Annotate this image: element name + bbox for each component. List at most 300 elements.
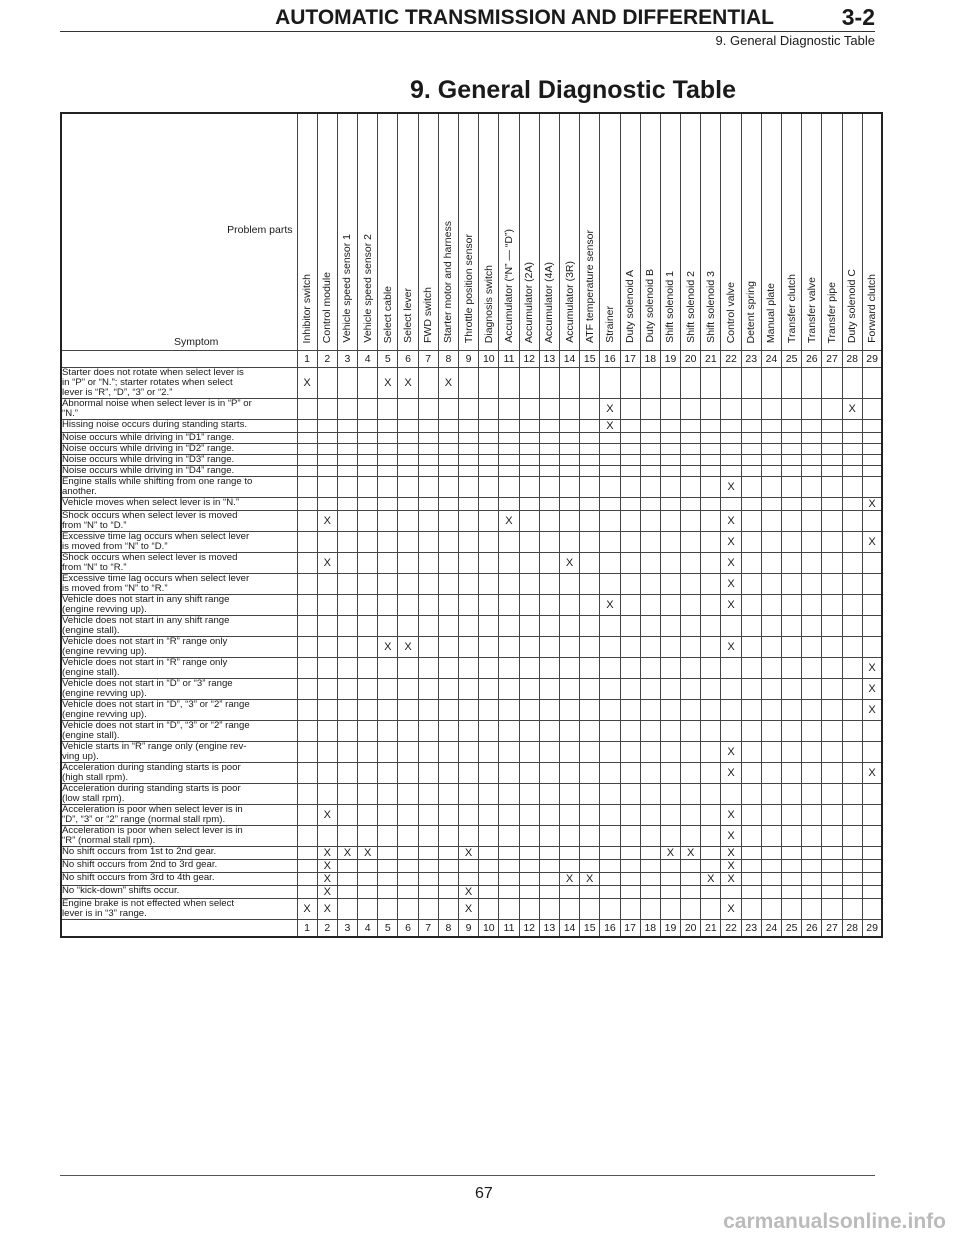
empty-cell — [398, 455, 418, 466]
empty-cell — [640, 847, 660, 860]
empty-cell — [620, 511, 640, 532]
empty-cell — [681, 805, 701, 826]
empty-cell — [559, 444, 579, 455]
empty-cell — [681, 700, 701, 721]
empty-cell — [499, 742, 519, 763]
empty-cell — [539, 763, 559, 784]
empty-cell — [479, 860, 499, 873]
empty-cell — [580, 860, 600, 873]
empty-cell — [438, 899, 458, 920]
column-number: 17 — [620, 920, 640, 938]
empty-cell — [479, 721, 499, 742]
empty-cell — [539, 700, 559, 721]
empty-cell — [297, 826, 317, 847]
mark-cell: X — [721, 742, 741, 763]
empty-cell — [378, 532, 398, 553]
empty-cell — [701, 477, 721, 498]
empty-cell — [842, 679, 862, 700]
empty-cell — [539, 595, 559, 616]
empty-cell — [600, 826, 620, 847]
column-number: 22 — [721, 920, 741, 938]
empty-cell — [842, 899, 862, 920]
empty-cell — [782, 886, 802, 899]
table-row — [61, 433, 882, 444]
mark-cell: X — [721, 477, 741, 498]
empty-cell — [660, 466, 680, 477]
empty-cell — [519, 886, 539, 899]
empty-cell — [802, 444, 822, 455]
empty-cell — [822, 477, 842, 498]
empty-cell — [802, 658, 822, 679]
table-row — [61, 637, 882, 658]
table-row — [61, 511, 882, 532]
table-row — [61, 742, 882, 763]
empty-cell — [459, 637, 479, 658]
empty-cell — [559, 847, 579, 860]
empty-cell — [842, 466, 862, 477]
mark-cell: X — [378, 637, 398, 658]
empty-cell — [721, 721, 741, 742]
empty-cell — [418, 658, 438, 679]
mark-cell: X — [862, 658, 882, 679]
empty-cell — [559, 433, 579, 444]
empty-cell — [499, 784, 519, 805]
empty-cell — [822, 433, 842, 444]
part-header — [842, 113, 862, 351]
empty-cell — [822, 784, 842, 805]
empty-cell — [862, 455, 882, 466]
table-row — [61, 420, 882, 433]
empty-cell — [459, 433, 479, 444]
empty-cell — [741, 700, 761, 721]
empty-cell — [358, 420, 378, 433]
empty-cell — [862, 847, 882, 860]
empty-cell — [519, 860, 539, 873]
empty-cell — [660, 433, 680, 444]
empty-cell — [539, 553, 559, 574]
empty-cell — [842, 420, 862, 433]
part-label: Detent spring — [745, 280, 758, 343]
empty-cell — [559, 742, 579, 763]
empty-cell — [337, 455, 357, 466]
empty-cell — [842, 721, 862, 742]
column-number: 20 — [681, 351, 701, 368]
empty-cell — [378, 679, 398, 700]
empty-cell — [398, 700, 418, 721]
empty-cell — [721, 616, 741, 637]
empty-cell — [842, 805, 862, 826]
empty-cell — [398, 595, 418, 616]
empty-cell — [398, 873, 418, 886]
empty-cell — [761, 763, 781, 784]
empty-cell — [459, 658, 479, 679]
empty-cell — [701, 511, 721, 532]
empty-cell — [782, 847, 802, 860]
empty-cell — [358, 433, 378, 444]
empty-cell — [681, 444, 701, 455]
empty-cell — [721, 784, 741, 805]
empty-cell — [640, 574, 660, 595]
empty-cell — [519, 899, 539, 920]
empty-cell — [378, 420, 398, 433]
empty-cell — [822, 679, 842, 700]
empty-cell — [418, 433, 438, 444]
empty-cell — [600, 574, 620, 595]
empty-cell — [519, 784, 539, 805]
empty-cell — [499, 444, 519, 455]
empty-cell — [418, 860, 438, 873]
column-number: 19 — [660, 351, 680, 368]
empty-cell — [398, 658, 418, 679]
table-row — [61, 700, 882, 721]
part-header — [701, 113, 721, 351]
empty-cell — [681, 477, 701, 498]
empty-cell — [398, 498, 418, 511]
empty-cell — [479, 637, 499, 658]
empty-cell — [660, 899, 680, 920]
subsection-title: 9. General Diagnostic Table — [715, 33, 875, 48]
empty-cell — [559, 700, 579, 721]
mark-cell: X — [721, 899, 741, 920]
part-label: Throttle position sensor — [462, 233, 475, 343]
mark-cell: X — [398, 637, 418, 658]
table-row — [61, 477, 882, 498]
empty-cell — [681, 433, 701, 444]
empty-cell — [741, 574, 761, 595]
empty-cell — [802, 574, 822, 595]
empty-cell — [741, 466, 761, 477]
empty-cell — [378, 899, 398, 920]
empty-cell — [297, 553, 317, 574]
empty-cell — [640, 826, 660, 847]
empty-cell — [741, 784, 761, 805]
empty-cell — [802, 899, 822, 920]
column-number: 15 — [580, 351, 600, 368]
empty-cell — [842, 444, 862, 455]
empty-cell — [317, 637, 337, 658]
mark-cell: X — [499, 511, 519, 532]
column-number: 23 — [741, 351, 761, 368]
empty-cell — [317, 444, 337, 455]
empty-cell — [580, 455, 600, 466]
empty-cell — [479, 784, 499, 805]
table-row — [61, 784, 882, 805]
empty-cell — [559, 511, 579, 532]
part-label: Shift solenoid 2 — [684, 271, 697, 343]
mark-cell: X — [317, 553, 337, 574]
table-row — [61, 873, 882, 886]
empty-cell — [701, 595, 721, 616]
empty-cell — [640, 455, 660, 466]
empty-cell — [620, 466, 640, 477]
part-label: Accumulator (4A) — [543, 261, 556, 343]
empty-cell — [438, 721, 458, 742]
empty-cell — [842, 873, 862, 886]
empty-cell — [519, 511, 539, 532]
table-row — [61, 574, 882, 595]
empty-cell — [640, 721, 660, 742]
empty-cell — [802, 368, 822, 399]
empty-cell — [842, 455, 862, 466]
empty-cell — [782, 784, 802, 805]
empty-cell — [802, 511, 822, 532]
empty-cell — [559, 784, 579, 805]
empty-cell — [721, 886, 741, 899]
empty-cell — [378, 498, 398, 511]
empty-cell — [499, 637, 519, 658]
empty-cell — [802, 860, 822, 873]
empty-cell — [539, 477, 559, 498]
empty-cell — [701, 433, 721, 444]
empty-cell — [620, 637, 640, 658]
empty-cell — [660, 721, 680, 742]
empty-cell — [519, 444, 539, 455]
empty-cell — [660, 700, 680, 721]
empty-cell — [358, 553, 378, 574]
empty-cell — [580, 574, 600, 595]
empty-cell — [438, 658, 458, 679]
mark-cell: X — [600, 595, 620, 616]
column-number: 11 — [499, 920, 519, 938]
empty-cell — [297, 574, 317, 595]
empty-cell — [600, 899, 620, 920]
empty-cell — [782, 433, 802, 444]
empty-cell — [358, 860, 378, 873]
empty-cell — [660, 860, 680, 873]
empty-cell — [822, 498, 842, 511]
empty-cell — [418, 399, 438, 420]
empty-cell — [681, 784, 701, 805]
column-number: 15 — [580, 920, 600, 938]
footer-rule — [60, 1175, 875, 1176]
empty-cell — [297, 433, 317, 444]
empty-cell — [580, 637, 600, 658]
empty-cell — [761, 860, 781, 873]
column-number: 9 — [459, 920, 479, 938]
part-label: Select cable — [381, 285, 394, 343]
empty-cell — [459, 511, 479, 532]
empty-cell — [337, 826, 357, 847]
empty-cell — [660, 455, 680, 466]
empty-cell — [640, 763, 660, 784]
empty-cell — [761, 899, 781, 920]
empty-cell — [681, 553, 701, 574]
empty-cell — [862, 553, 882, 574]
empty-cell — [358, 595, 378, 616]
empty-cell — [378, 847, 398, 860]
empty-cell — [660, 742, 680, 763]
table-row — [61, 721, 882, 742]
empty-cell — [701, 466, 721, 477]
section-title: AUTOMATIC TRANSMISSION AND DIFFERENTIAL — [275, 6, 774, 29]
empty-cell — [620, 826, 640, 847]
symptom-cell: Acceleration during standing starts is poor (low stall rpm). — [61, 784, 297, 805]
empty-cell — [802, 466, 822, 477]
empty-cell — [398, 553, 418, 574]
table-row — [61, 899, 882, 920]
empty-cell — [600, 455, 620, 466]
mark-cell: X — [317, 847, 337, 860]
empty-cell — [438, 784, 458, 805]
symptom-cell: Vehicle does not start in any shift range (engine revving up). — [61, 595, 297, 616]
column-number: 16 — [600, 920, 620, 938]
empty-cell — [701, 420, 721, 433]
empty-cell — [418, 886, 438, 899]
empty-cell — [681, 511, 701, 532]
empty-cell — [640, 637, 660, 658]
empty-cell — [539, 899, 559, 920]
part-header — [418, 113, 438, 351]
mark-cell: X — [701, 873, 721, 886]
empty-cell — [297, 444, 317, 455]
empty-cell — [499, 368, 519, 399]
empty-cell — [782, 399, 802, 420]
empty-cell — [317, 679, 337, 700]
empty-cell — [842, 433, 862, 444]
empty-cell — [297, 420, 317, 433]
empty-cell — [600, 466, 620, 477]
empty-cell — [418, 899, 438, 920]
column-number: 7 — [418, 351, 438, 368]
empty-cell — [580, 700, 600, 721]
empty-cell — [459, 860, 479, 873]
mark-cell: X — [459, 847, 479, 860]
empty-cell — [559, 368, 579, 399]
empty-cell — [640, 784, 660, 805]
empty-cell — [620, 847, 640, 860]
empty-cell — [782, 511, 802, 532]
empty-cell — [317, 532, 337, 553]
empty-cell — [559, 498, 579, 511]
empty-cell — [499, 574, 519, 595]
number-row-spacer — [61, 351, 297, 368]
empty-cell — [741, 721, 761, 742]
empty-cell — [479, 498, 499, 511]
empty-cell — [499, 847, 519, 860]
empty-cell — [741, 444, 761, 455]
part-label: Starter motor and harness — [442, 221, 455, 343]
empty-cell — [337, 658, 357, 679]
empty-cell — [782, 368, 802, 399]
empty-cell — [802, 886, 822, 899]
table-row — [61, 679, 882, 700]
part-header — [721, 113, 741, 351]
empty-cell — [418, 679, 438, 700]
empty-cell — [660, 553, 680, 574]
empty-cell — [580, 433, 600, 444]
empty-cell — [741, 595, 761, 616]
symptom-cell: Vehicle does not start in “D”, “3” or “2” range (engine revving up). — [61, 700, 297, 721]
empty-cell — [782, 455, 802, 466]
empty-cell — [701, 532, 721, 553]
mark-cell: X — [317, 511, 337, 532]
empty-cell — [499, 860, 519, 873]
empty-cell — [398, 532, 418, 553]
empty-cell — [378, 399, 398, 420]
column-number: 10 — [479, 920, 499, 938]
empty-cell — [358, 886, 378, 899]
empty-cell — [459, 873, 479, 886]
column-number: 8 — [438, 920, 458, 938]
empty-cell — [378, 700, 398, 721]
empty-cell — [761, 433, 781, 444]
part-header — [499, 113, 519, 351]
empty-cell — [539, 742, 559, 763]
mark-cell: X — [459, 899, 479, 920]
empty-cell — [418, 826, 438, 847]
empty-cell — [640, 700, 660, 721]
empty-cell — [297, 721, 317, 742]
empty-cell — [539, 466, 559, 477]
empty-cell — [822, 899, 842, 920]
column-number: 25 — [782, 920, 802, 938]
empty-cell — [822, 616, 842, 637]
empty-cell — [479, 455, 499, 466]
empty-cell — [640, 899, 660, 920]
empty-cell — [620, 616, 640, 637]
empty-cell — [862, 433, 882, 444]
empty-cell — [519, 658, 539, 679]
empty-cell — [519, 498, 539, 511]
page-title: 9. General Diagnostic Table — [410, 76, 737, 104]
empty-cell — [600, 721, 620, 742]
empty-cell — [438, 826, 458, 847]
table-row — [61, 455, 882, 466]
number-row — [61, 351, 882, 368]
empty-cell — [842, 616, 862, 637]
empty-cell — [640, 466, 660, 477]
column-number: 21 — [701, 351, 721, 368]
column-number: 23 — [741, 920, 761, 938]
empty-cell — [761, 826, 781, 847]
empty-cell — [640, 595, 660, 616]
empty-cell — [337, 721, 357, 742]
column-number: 27 — [822, 351, 842, 368]
empty-cell — [438, 466, 458, 477]
empty-cell — [358, 805, 378, 826]
empty-cell — [398, 763, 418, 784]
empty-cell — [499, 763, 519, 784]
empty-cell — [822, 532, 842, 553]
empty-cell — [600, 742, 620, 763]
empty-cell — [539, 532, 559, 553]
empty-cell — [741, 763, 761, 784]
empty-cell — [438, 444, 458, 455]
part-label: Duty solenoid A — [624, 270, 637, 343]
empty-cell — [721, 679, 741, 700]
empty-cell — [297, 637, 317, 658]
empty-cell — [822, 847, 842, 860]
empty-cell — [701, 886, 721, 899]
empty-cell — [519, 433, 539, 444]
empty-cell — [539, 805, 559, 826]
empty-cell — [701, 498, 721, 511]
empty-cell — [782, 553, 802, 574]
empty-cell — [782, 742, 802, 763]
empty-cell — [741, 847, 761, 860]
symptom-cell: Acceleration is poor when select lever is in “R” (normal stall rpm). — [61, 826, 297, 847]
part-header — [620, 113, 640, 351]
empty-cell — [539, 873, 559, 886]
column-number: 28 — [842, 920, 862, 938]
empty-cell — [842, 847, 862, 860]
mark-cell: X — [317, 899, 337, 920]
empty-cell — [701, 574, 721, 595]
empty-cell — [620, 658, 640, 679]
empty-cell — [337, 616, 357, 637]
mark-cell: X — [721, 595, 741, 616]
empty-cell — [519, 532, 539, 553]
